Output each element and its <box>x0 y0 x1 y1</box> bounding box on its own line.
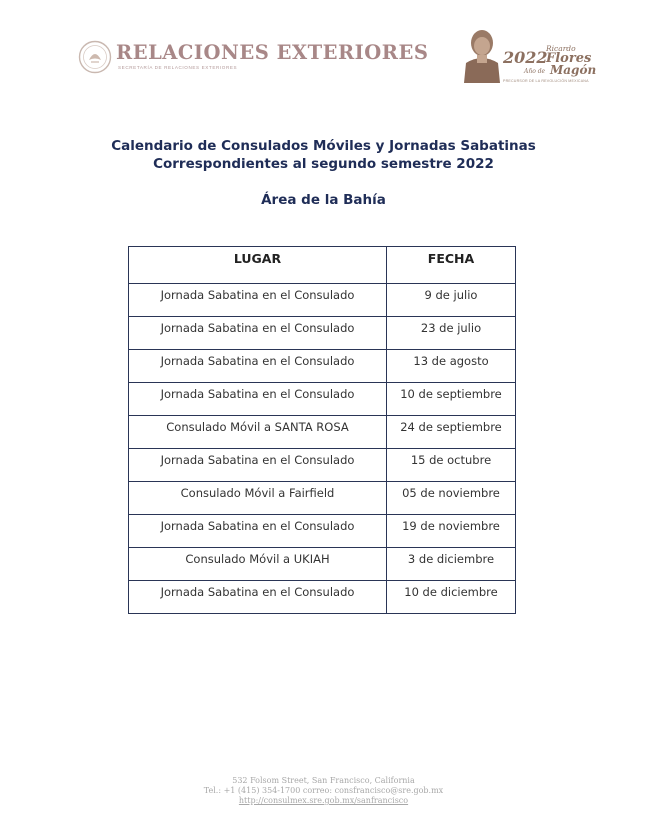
row-date: 13 de agosto <box>387 350 516 383</box>
table-row <box>129 449 516 482</box>
row-place: Consulado Móvil a UKIAH <box>129 548 387 581</box>
portrait-icon <box>460 27 502 83</box>
emblem-middle-name: Flores <box>546 51 592 66</box>
column-header-date: FECHA <box>387 247 516 284</box>
emblem-first-name: Ricardo <box>546 44 576 53</box>
row-date: 3 de diciembre <box>387 548 516 581</box>
document-title-line1: Calendario de Consulados Móviles y Jornadas Sabatinas <box>111 138 536 154</box>
row-date: 10 de septiembre <box>387 383 516 416</box>
row-date: 10 de diciembre <box>387 581 516 614</box>
schedule-table <box>128 246 516 614</box>
table-row <box>129 317 516 350</box>
row-place: Jornada Sabatina en el Consulado <box>129 449 387 482</box>
row-place: Jornada Sabatina en el Consulado <box>129 581 387 614</box>
row-place: Jornada Sabatina en el Consulado <box>129 383 387 416</box>
emblem-last-name: Magón <box>550 63 597 77</box>
org-name: RELACIONES EXTERIORES <box>116 41 429 64</box>
row-place: Consulado Móvil a SANTA ROSA <box>129 416 387 449</box>
footer-address: 532 Folsom Street, San Francisco, California <box>232 776 415 785</box>
row-place: Jornada Sabatina en el Consulado <box>129 350 387 383</box>
table-row <box>129 515 516 548</box>
footer-contact: Tel.: +1 (415) 354-1700 correo: consfrancisco@sre.gob.mx <box>203 786 444 795</box>
footer <box>0 776 647 806</box>
footer-website-link[interactable]: http://consulmex.sre.gob.mx/sanfrancisco <box>238 796 409 805</box>
emblem-year-word: Año de <box>524 68 546 75</box>
area-title: Área de la Bahía <box>261 192 386 208</box>
row-date: 23 de julio <box>387 317 516 350</box>
row-place: Jornada Sabatina en el Consulado <box>129 515 387 548</box>
row-date: 15 de octubre <box>387 449 516 482</box>
emblem-year: 2022 <box>503 48 548 67</box>
national-seal-icon <box>78 40 112 74</box>
table-row <box>129 548 516 581</box>
table-row <box>129 482 516 515</box>
org-subtitle: SECRETARÍA DE RELACIONES EXTERIORES <box>118 65 238 70</box>
row-date: 9 de julio <box>387 284 516 317</box>
table-row <box>129 581 516 614</box>
header-logo <box>78 38 429 78</box>
emblem-tagline: PRECURSOR DE LA REVOLUCIÓN MEXICANA <box>503 79 589 83</box>
table-row <box>129 383 516 416</box>
document-title-line2: Correspondientes al segundo semestre 2022 <box>153 156 494 172</box>
row-date: 05 de noviembre <box>387 482 516 515</box>
row-place: Jornada Sabatina en el Consulado <box>129 284 387 317</box>
row-date: 19 de noviembre <box>387 515 516 548</box>
row-place: Consulado Móvil a Fairfield <box>129 482 387 515</box>
table-row <box>129 416 516 449</box>
column-header-place: LUGAR <box>129 247 387 284</box>
row-date: 24 de septiembre <box>387 416 516 449</box>
table-row <box>129 284 516 317</box>
row-place: Jornada Sabatina en el Consulado <box>129 317 387 350</box>
table-row <box>129 350 516 383</box>
table-header-row <box>129 247 516 284</box>
year-emblem <box>460 27 597 85</box>
